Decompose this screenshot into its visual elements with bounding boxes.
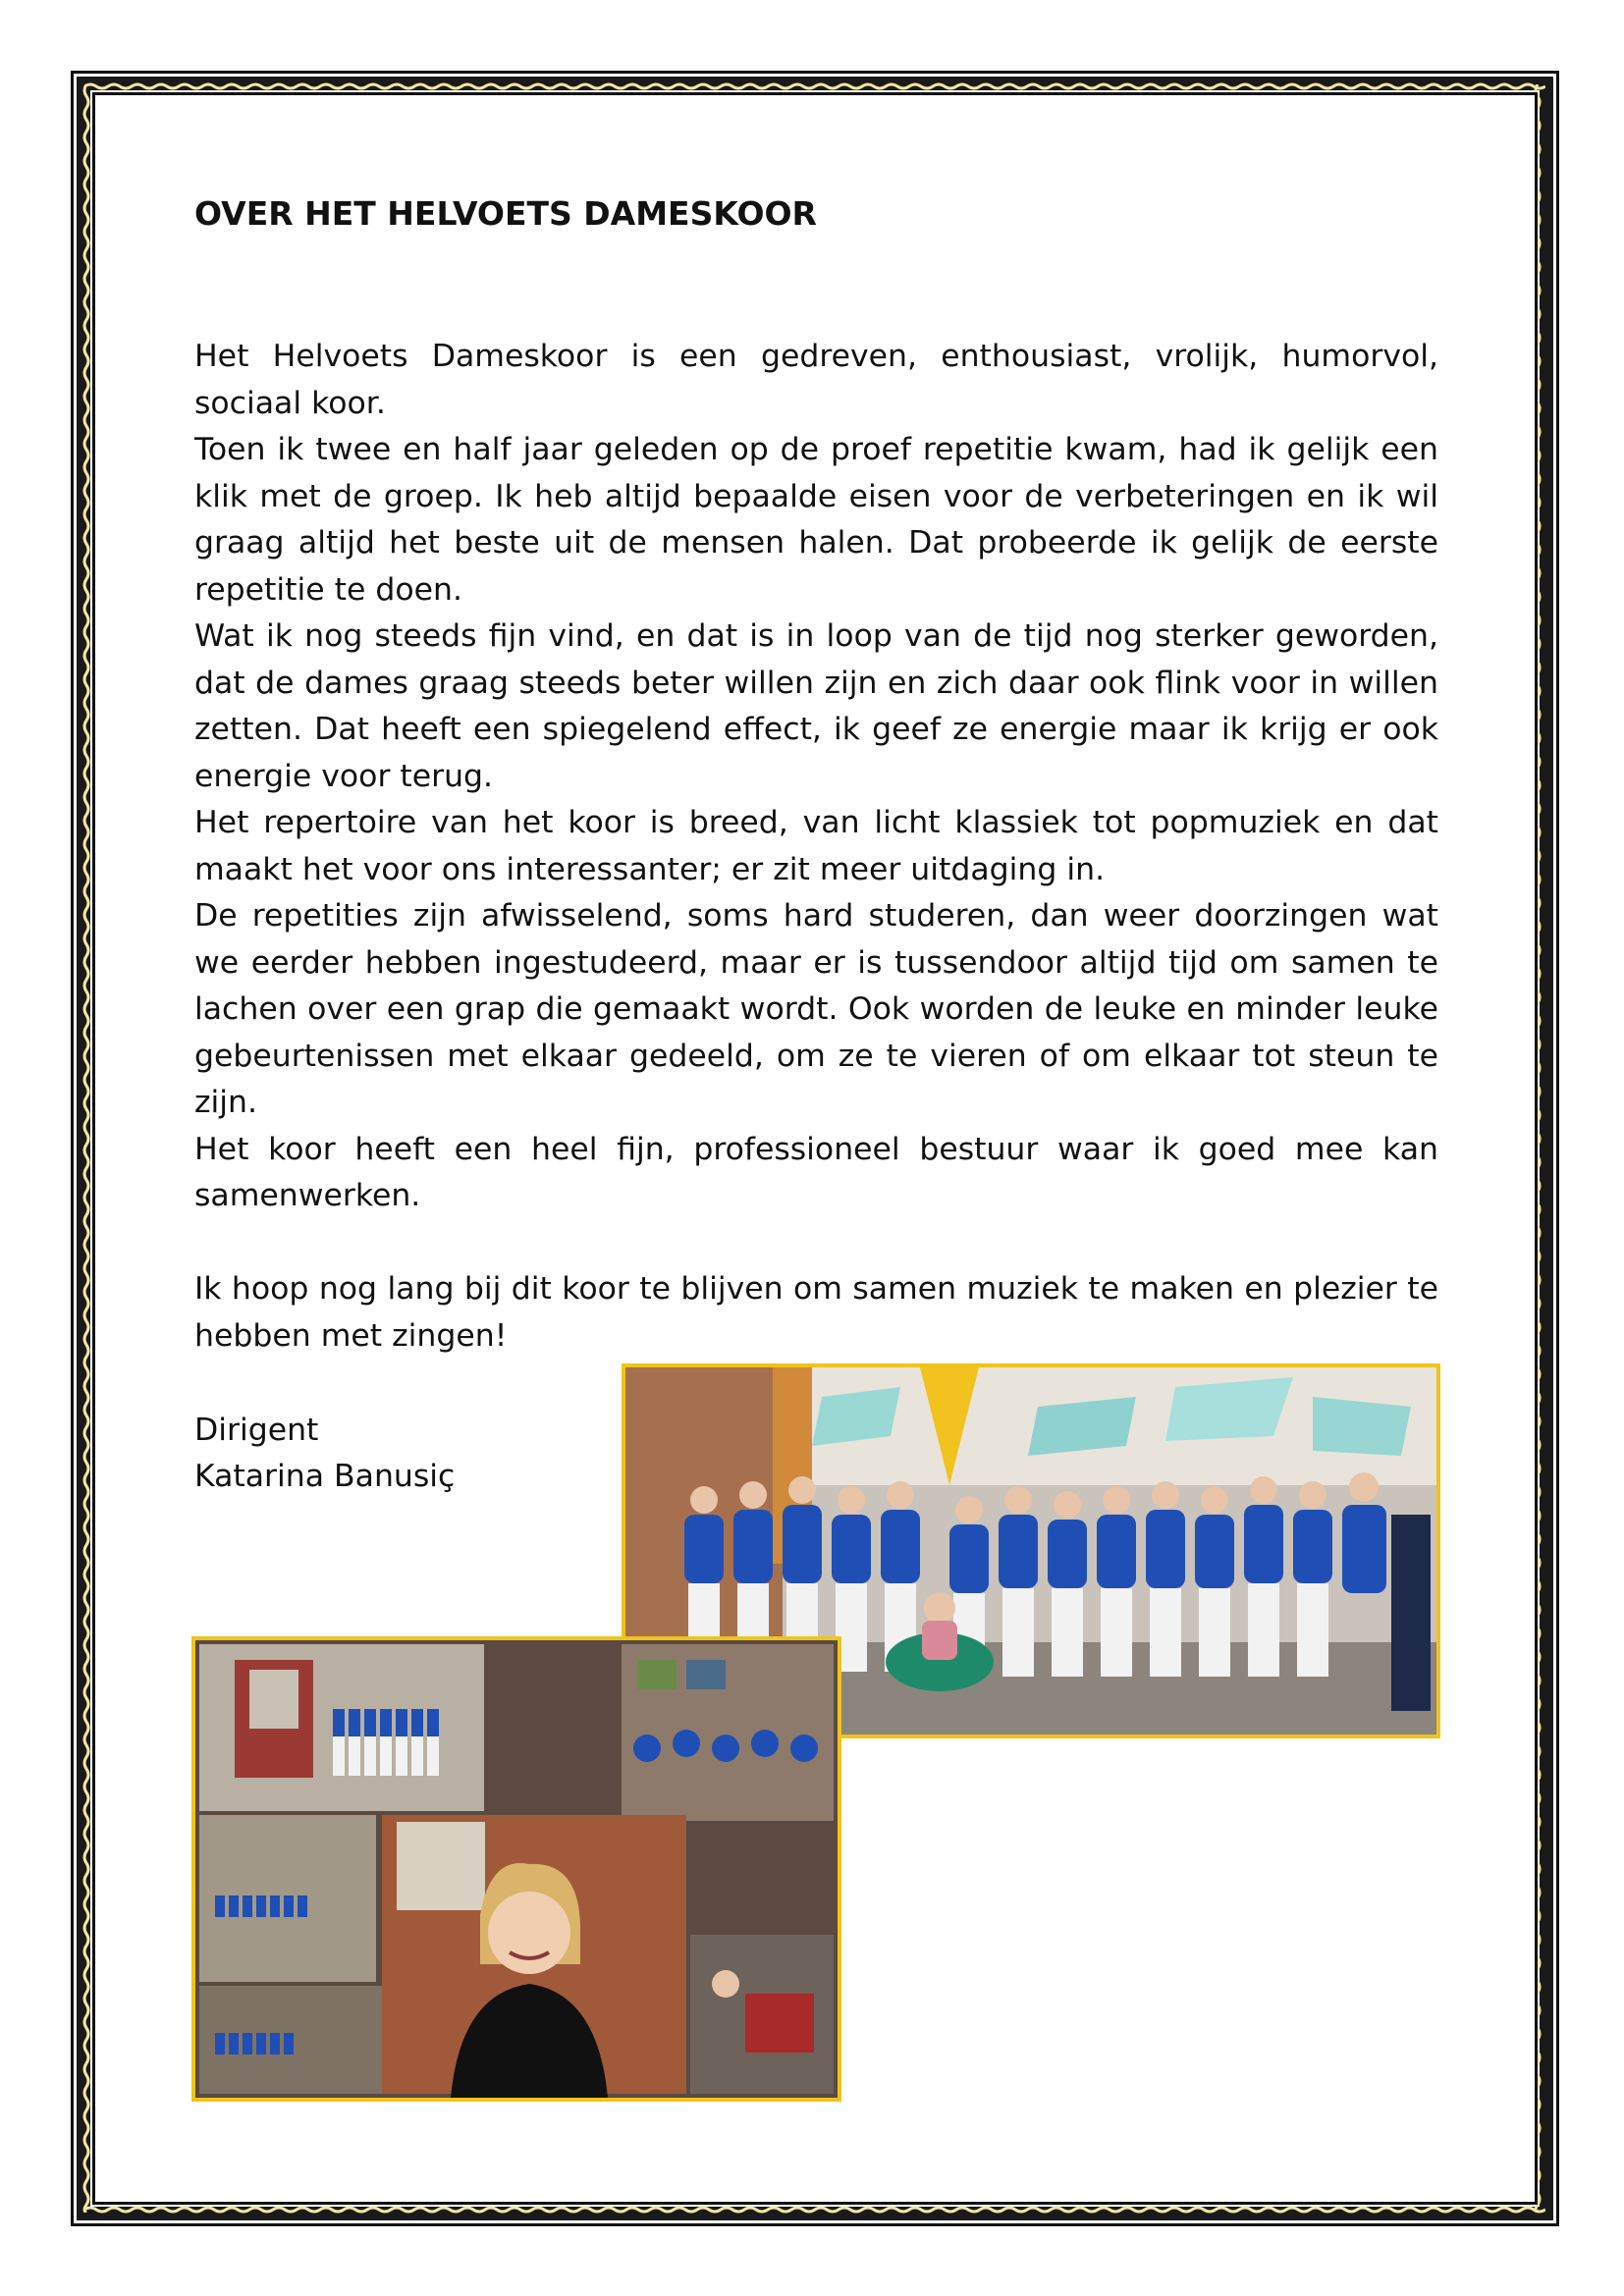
- paragraph-4: Het repertoire van het koor is breed, van licht klassiek tot popmuziek en dat maakt het voor ons interessanter; er zit meer uitdaging in.: [194, 805, 1438, 887]
- page-title: OVER HET HELVOETS DAMESKOOR: [194, 194, 817, 233]
- paragraph-2: Toen ik twee en half jaar geleden op de proef repetitie kwam, had ik gelijk een klik met de groep. Ik heb altijd bepaalde eisen voor de verbeteringen en ik wil graag altijd het beste uit de mensen halen. Dat probeerde ik gelijk de eerste repetitie te doen.: [194, 432, 1438, 608]
- border-wave-left: [82, 84, 90, 2213]
- border-wave-top: [84, 82, 1545, 90]
- article-body: [194, 334, 1438, 1360]
- choir-collage-photo: [191, 1636, 841, 2102]
- paragraph-5: De repetities zijn afwisselend, soms hard studeren, dan weer doorzingen wat we eerder hebben ingestudeerd, maar er is tussendoor altijd tijd om samen te lachen over een grap die gemaakt wordt. Ook worden de leuke en minder leuke gebeurtenissen met elkaar gedeeld, om ze te vieren of om elkaar tot steun te zijn.: [194, 898, 1438, 1120]
- signature-name: Katarina Banusiç: [194, 1459, 456, 1494]
- paragraph-6: Het koor heeft een heel fijn, professioneel bestuur waar ik goed mee kan samenwerken.: [194, 1131, 1438, 1213]
- paragraph-1: Het Helvoets Dameskoor is een gedreven, enthousiast, vrolijk, humorvol, sociaal koor.: [194, 339, 1438, 421]
- closing-paragraph: Ik hoop nog lang bij dit koor te blijven om samen muziek te maken en plezier te hebben met zingen!: [194, 1271, 1438, 1354]
- border-wave-bottom: [84, 2206, 1545, 2214]
- signature-role: Dirigent: [194, 1413, 319, 1448]
- paragraph-spacer: [194, 1220, 1438, 1267]
- paragraph-3: Wat ik nog steeds fijn vind, en dat is in loop van de tijd nog sterker geworden, dat de dames graag steeds beter willen zijn en zich daar ook flink voor in willen zetten. Dat heeft een spiegelend effect, ik geef ze energie maar ik krijg er ook energie voor terug.: [194, 618, 1438, 794]
- signature-block: [194, 1408, 455, 1500]
